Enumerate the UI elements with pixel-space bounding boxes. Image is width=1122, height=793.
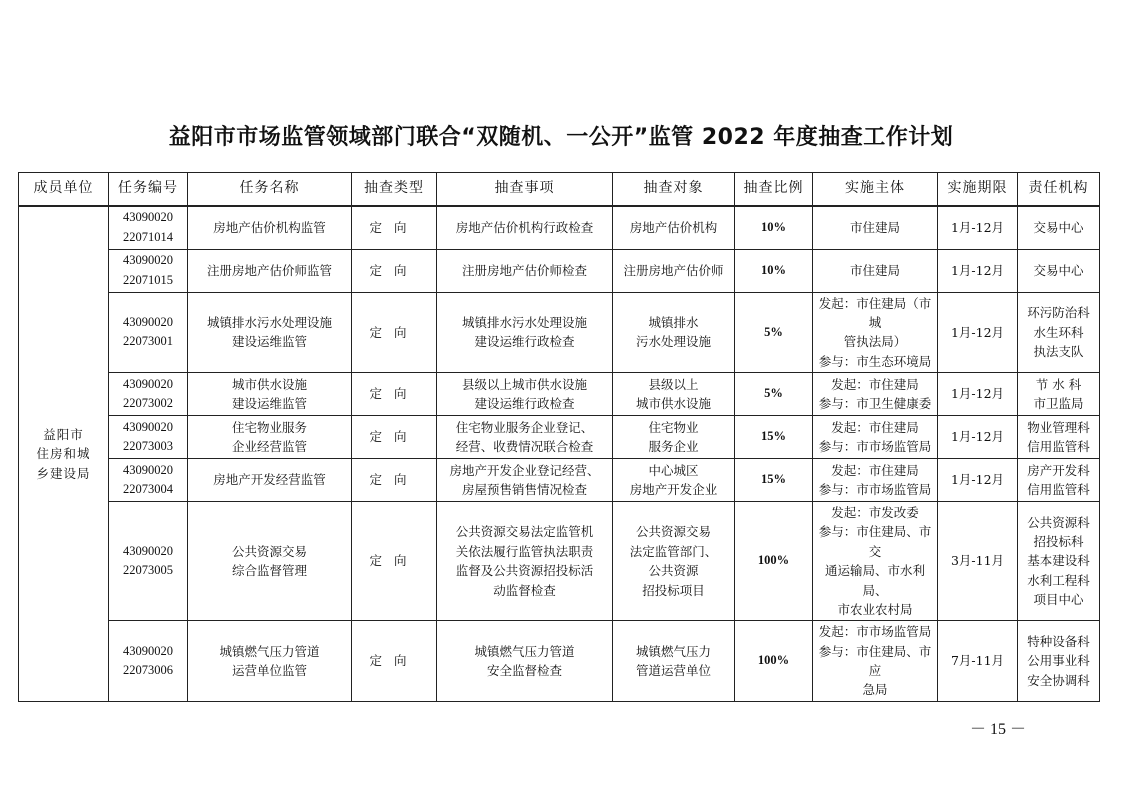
check-target: 住宅物业 服务企业: [613, 416, 735, 459]
check-type: 定向: [352, 249, 437, 292]
check-target: 注册房地产估价师: [613, 249, 735, 292]
table-row: [19, 459, 1100, 502]
check-ratio: 15%: [735, 416, 813, 459]
check-item: 城镇排水污水处理设施 建设运维行政检查: [437, 292, 613, 373]
responsible-org: 交易中心: [1018, 206, 1100, 249]
task-code: 43090020 22073002: [109, 373, 188, 416]
table-row: [19, 292, 1100, 373]
task-code: 43090020 22071015: [109, 249, 188, 292]
check-target: 城镇燃气压力 管道运营单位: [613, 621, 735, 702]
implementation-period: 1月-12月: [938, 459, 1018, 502]
responsible-org: 节 水 科 市卫监局: [1018, 373, 1100, 416]
task-name: 公共资源交易 综合监督管理: [188, 502, 352, 621]
responsible-org: 房产开发科 信用监管科: [1018, 459, 1100, 502]
implementing-subject: 发起：市住建局 参与：市市场监管局: [813, 416, 938, 459]
page-number: － 15 －: [970, 721, 1027, 738]
check-target: 公共资源交易 法定监管部门、 公共资源 招投标项目: [613, 502, 735, 621]
header-item: 抽查事项: [437, 173, 613, 207]
table-row: [19, 416, 1100, 459]
check-ratio: 100%: [735, 621, 813, 702]
implementation-period: 7月-11月: [938, 621, 1018, 702]
check-type: 定向: [352, 416, 437, 459]
check-target: 房地产估价机构: [613, 206, 735, 249]
check-ratio: 5%: [735, 373, 813, 416]
implementing-subject: 发起：市住建局（市城 管执法局） 参与：市生态环境局: [813, 292, 938, 373]
document-title: 益阳市市场监管领域部门联合“双随机、一公开”监管 2022 年度抽查工作计划: [168, 125, 954, 150]
task-code: 43090020 22073005: [109, 502, 188, 621]
check-item: 县级以上城市供水设施 建设运维行政检查: [437, 373, 613, 416]
task-name: 房地产估价机构监管: [188, 206, 352, 249]
task-code: 43090020 22073006: [109, 621, 188, 702]
implementation-period: 3月-11月: [938, 502, 1018, 621]
implementing-subject: 市住建局: [813, 249, 938, 292]
check-type: 定向: [352, 206, 437, 249]
inspection-plan-table: [18, 172, 1100, 702]
header-type: 抽查类型: [352, 173, 437, 207]
check-ratio: 100%: [735, 502, 813, 621]
task-code: 43090020 22073003: [109, 416, 188, 459]
check-type: 定向: [352, 459, 437, 502]
check-ratio: 10%: [735, 249, 813, 292]
implementing-subject: 发起：市住建局 参与：市卫生健康委: [813, 373, 938, 416]
responsible-org: 公共资源科 招投标科 基本建设科 水利工程科 项目中心: [1018, 502, 1100, 621]
task-name: 城镇燃气压力管道 运营单位监管: [188, 621, 352, 702]
check-item: 公共资源交易法定监管机 关依法履行监管执法职责 监督及公共资源招投标活 动监督检查: [437, 502, 613, 621]
implementing-subject: 发起：市发改委 参与：市住建局、市交 通运输局、市水利局、 市农业农村局: [813, 502, 938, 621]
header-name: 任务名称: [188, 173, 352, 207]
table-row: [19, 621, 1100, 702]
check-item: 注册房地产估价师检查: [437, 249, 613, 292]
table-row: [19, 502, 1100, 621]
member-unit-cell: 益阳市 住房和城 乡建设局: [19, 206, 109, 701]
implementing-subject: 发起：市市场监管局 参与：市住建局、市应 急局: [813, 621, 938, 702]
check-ratio: 10%: [735, 206, 813, 249]
task-name: 城镇排水污水处理设施 建设运维监管: [188, 292, 352, 373]
responsible-org: 交易中心: [1018, 249, 1100, 292]
table-header-row: [19, 173, 1100, 207]
task-name: 注册房地产估价师监管: [188, 249, 352, 292]
check-item: 房地产估价机构行政检查: [437, 206, 613, 249]
check-target: 城镇排水 污水处理设施: [613, 292, 735, 373]
implementation-period: 1月-12月: [938, 416, 1018, 459]
header-unit: 成员单位: [19, 173, 109, 207]
responsible-org: 特种设备科 公用事业科 安全协调科: [1018, 621, 1100, 702]
header-period: 实施期限: [938, 173, 1018, 207]
task-name: 住宅物业服务 企业经营监管: [188, 416, 352, 459]
task-code: 43090020 22073004: [109, 459, 188, 502]
implementation-period: 1月-12月: [938, 249, 1018, 292]
check-ratio: 5%: [735, 292, 813, 373]
implementation-period: 1月-12月: [938, 292, 1018, 373]
task-name: 房地产开发经营监管: [188, 459, 352, 502]
header-ratio: 抽查比例: [735, 173, 813, 207]
table-row: [19, 249, 1100, 292]
task-name: 城市供水设施 建设运维监管: [188, 373, 352, 416]
responsible-org: 物业管理科 信用监管科: [1018, 416, 1100, 459]
check-item: 住宅物业服务企业登记、 经营、收费情况联合检查: [437, 416, 613, 459]
table-row: [19, 206, 1100, 249]
check-type: 定向: [352, 292, 437, 373]
header-org: 责任机构: [1018, 173, 1100, 207]
table-row: [19, 373, 1100, 416]
implementing-subject: 发起：市住建局 参与：市市场监管局: [813, 459, 938, 502]
check-type: 定向: [352, 373, 437, 416]
header-subject: 实施主体: [813, 173, 938, 207]
check-type: 定向: [352, 621, 437, 702]
implementing-subject: 市住建局: [813, 206, 938, 249]
header-target: 抽查对象: [613, 173, 735, 207]
check-target: 县级以上 城市供水设施: [613, 373, 735, 416]
check-type: 定向: [352, 502, 437, 621]
check-item: 房地产开发企业登记经营、 房屋预售销售情况检查: [437, 459, 613, 502]
responsible-org: 环污防治科 水生环科 执法支队: [1018, 292, 1100, 373]
check-item: 城镇燃气压力管道 安全监督检查: [437, 621, 613, 702]
check-target: 中心城区 房地产开发企业: [613, 459, 735, 502]
implementation-period: 1月-12月: [938, 373, 1018, 416]
task-code: 43090020 22071014: [109, 206, 188, 249]
check-ratio: 15%: [735, 459, 813, 502]
header-code: 任务编号: [109, 173, 188, 207]
task-code: 43090020 22073001: [109, 292, 188, 373]
implementation-period: 1月-12月: [938, 206, 1018, 249]
